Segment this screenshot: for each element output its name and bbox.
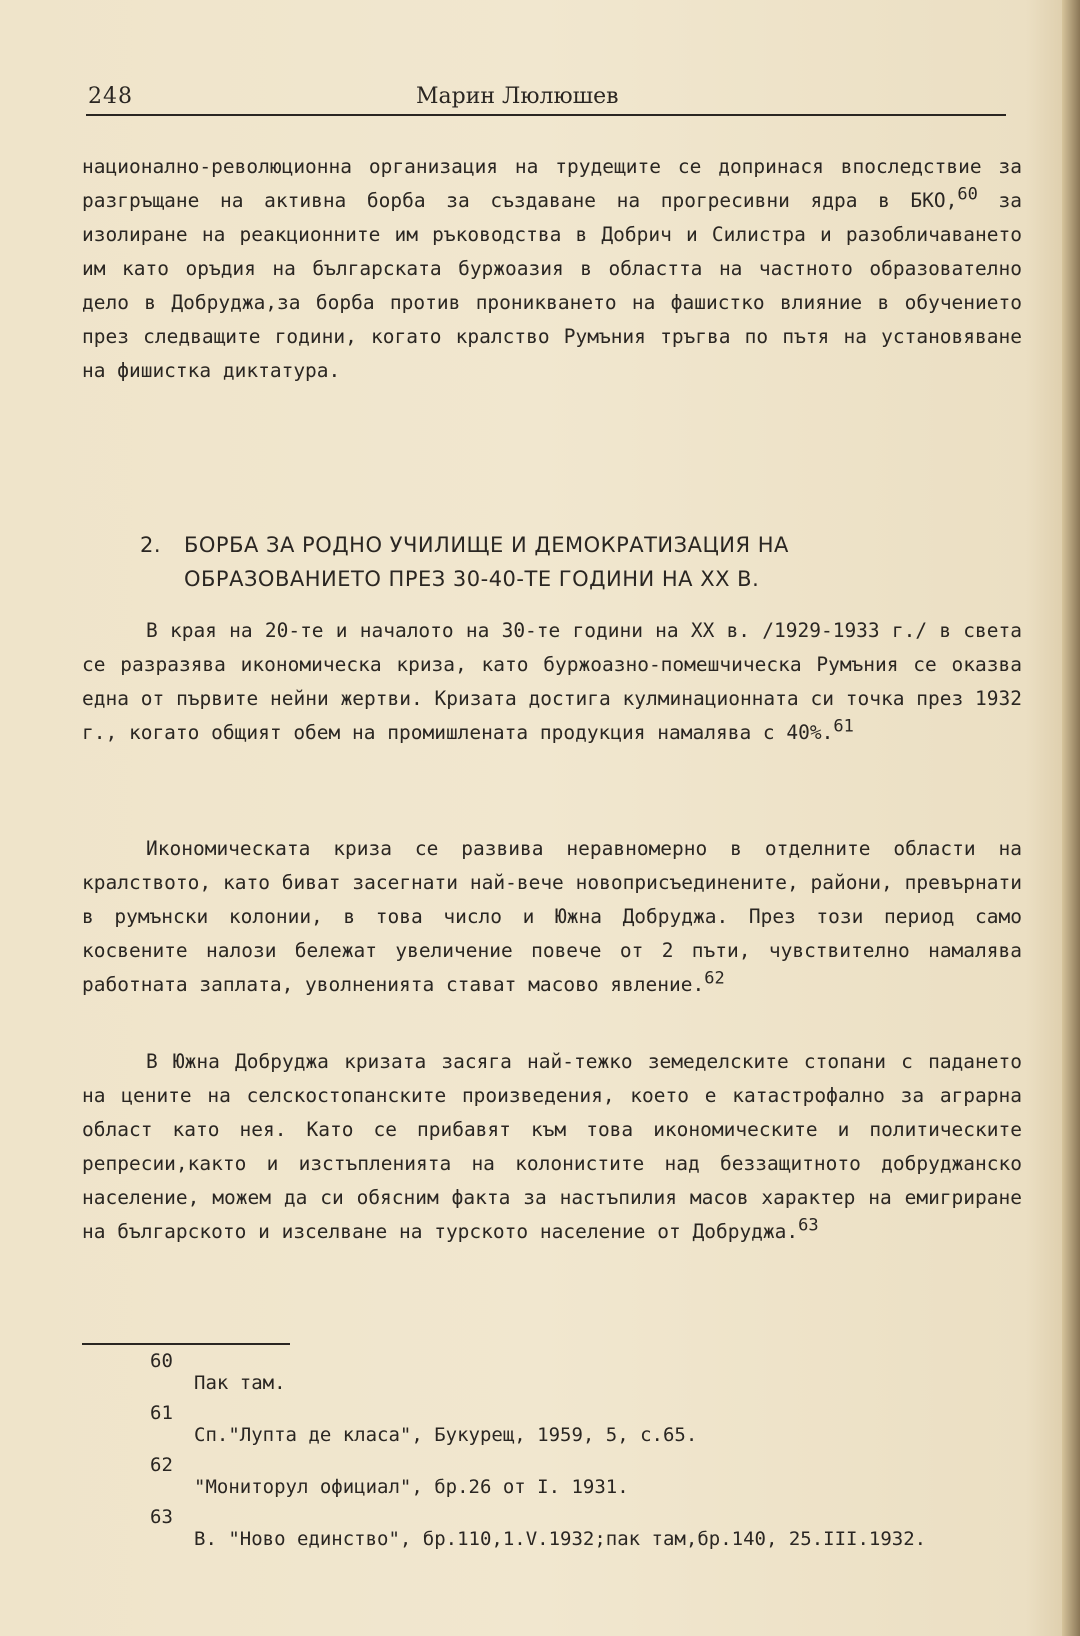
paragraph-1-text-a: национално-революционна организация на трудещите се допринася впоследствие за разгръщане на активна борба за създаване на прогресивни ядра в БКО, <box>82 155 1022 212</box>
footnote-mark: 61 <box>150 1402 173 1424</box>
footnote-ref-60: 60 <box>957 184 978 205</box>
running-title: Марин Люлюшев <box>416 84 619 109</box>
page-number: 248 <box>88 84 133 109</box>
paragraph-3-text: Икономическата криза се развива неравномерно в отделните области на кралството, като биват засегнати най-вече новоприсъединените, райони, превърнати в румънски колонии, в това число и Южна Добруджа. През този период само косвените налози бележат увеличение повече от 2 пъти, чувствително намалява работната заплата, уволненията стават масово явление. <box>82 837 1022 996</box>
section-heading <box>140 528 1000 596</box>
footnote-mark: 62 <box>150 1454 173 1476</box>
footnote-text: В. "Ново единство", бр.110,1.V.1932;пак там,бр.140, 25.III.1932. <box>194 1528 927 1550</box>
page-header <box>86 80 1006 116</box>
footnote-mark: 60 <box>150 1350 173 1372</box>
paragraph-2 <box>82 614 1022 750</box>
footnote-ref-62: 62 <box>704 968 725 989</box>
section-number: 2. <box>140 533 162 557</box>
paragraph-3 <box>82 832 1022 1002</box>
footnote-ref-61: 61 <box>833 716 854 737</box>
paragraph-4 <box>82 1045 1022 1249</box>
footnote-text: "Мониторул официал", бр.26 от I. 1931. <box>194 1476 629 1498</box>
footnote-61 <box>82 1402 1022 1448</box>
footnote-60 <box>82 1350 1022 1396</box>
section-heading-line-2: ОБРАЗОВАНИЕТО ПРЕЗ 30-40-ТЕ ГОДИНИ НА XX В. <box>184 567 760 591</box>
paragraph-4-text: В Южна Добруджа кризата засяга най-тежко земеделските стопани с падането на цените на селскостопанските произведения, което е катастрофално за аграрна област като нея. Като се прибавят към това икономическите и политическите репресии,както и изстъпленията на колонистите над беззащитното добруджанско население, можем да си обясним факта за настъпилия масов характер на емигриране на българското и изселване на турското население от Добруджа. <box>82 1050 1022 1243</box>
page-spine-edge <box>1062 0 1080 1636</box>
footnote-text: Сп."Лупта де класа", Букурещ, 1959, 5, с.65. <box>194 1424 698 1446</box>
footnote-mark: 63 <box>150 1506 173 1528</box>
footnote-62 <box>82 1454 1022 1500</box>
footnote-ref-63: 63 <box>798 1215 819 1236</box>
paragraph-1-text-b: за изолиране на реакционните им ръководства в Добрич и Силистра и разобличаването им като оръдия на българската буржоазия в областта на частното образователно дело в Добруджа,за борба против проникването на фашистко влияние в обучението през следващите години, когато кралство Румъния тръгва по пътя на установяване на фишистка диктатура. <box>82 189 1022 382</box>
footnote-63 <box>82 1506 1022 1586</box>
section-heading-line-1: БОРБА ЗА РОДНО УЧИЛИЩЕ И ДЕМОКРАТИЗАЦИЯ НА <box>184 533 789 557</box>
paragraph-1 <box>82 150 1022 388</box>
footnote-text: Пак там. <box>194 1372 286 1394</box>
footnote-divider <box>82 1343 290 1345</box>
footnotes <box>82 1350 1022 1592</box>
paragraph-2-text: В края на 20-те и началото на 30-те години на XX в. /1929-1933 г./ в света се разразява икономическа криза, като буржоазно-помешчическа Румъния се оказва една от първите нейни жертви. Кризата достига кулминационната си точка през 1932 г., когато общият обем на промишлената продукция намалява с 40%. <box>82 619 1022 744</box>
